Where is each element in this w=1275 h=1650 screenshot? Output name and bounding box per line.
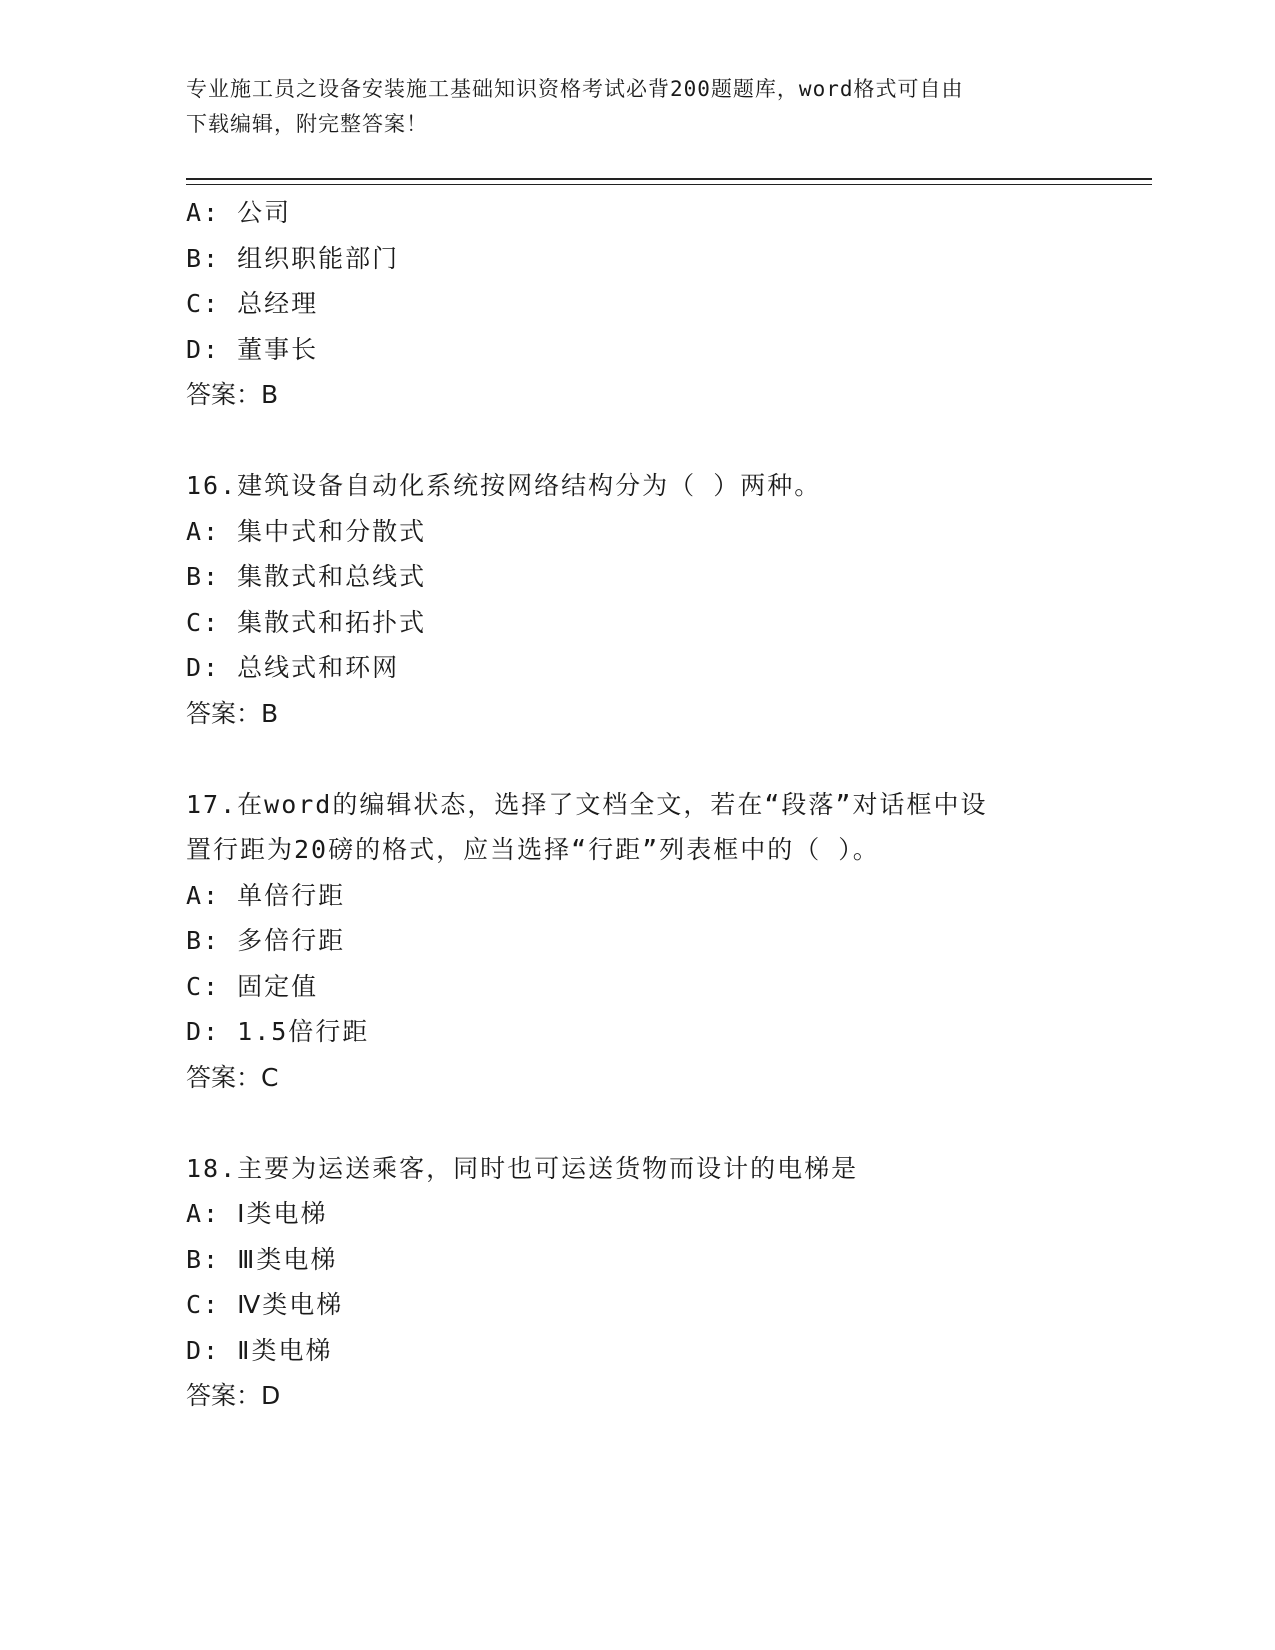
answer-line: 答案：B bbox=[186, 698, 279, 728]
option-c: C: 总经理 bbox=[186, 289, 319, 318]
block-spacer bbox=[186, 418, 1086, 464]
option-a: A: 集中式和分散式 bbox=[186, 516, 427, 546]
answer-line: 答案：B bbox=[186, 380, 279, 409]
answer-line: 答案：D bbox=[186, 1381, 281, 1410]
option-d: D: 总线式和环网 bbox=[186, 653, 400, 682]
option-d: D: 董事长 bbox=[186, 334, 319, 364]
option-b: B: Ⅲ类电梯 bbox=[186, 1244, 338, 1274]
block-spacer bbox=[186, 736, 1086, 782]
question-block-18 bbox=[186, 1146, 1086, 1419]
option-a: A: 单倍行距 bbox=[186, 880, 346, 910]
option-b: B: 集散式和总线式 bbox=[186, 562, 427, 591]
question-block-17 bbox=[186, 782, 1086, 1101]
question-stem-line-2: 置行距为20磅的格式，应当选择“行距”列表框中的（ ）。 bbox=[186, 835, 880, 864]
option-b: B: 组织职能部门 bbox=[186, 243, 400, 273]
question-block-15 bbox=[186, 190, 1086, 418]
question-stem-line-1: 17.在word的编辑状态，选择了文档全文，若在“段落”对话框中设 bbox=[186, 789, 988, 819]
option-c: C: 集散式和拓扑式 bbox=[186, 607, 427, 637]
option-c: C: 固定值 bbox=[186, 971, 319, 1001]
question-stem: 16.建筑设备自动化系统按网络结构分为（ ）两种。 bbox=[186, 471, 822, 500]
option-b: B: 多倍行距 bbox=[186, 926, 346, 955]
question-list bbox=[186, 190, 1086, 1419]
question-block-16 bbox=[186, 463, 1086, 736]
header-divider bbox=[186, 178, 1152, 185]
option-d: D: Ⅱ类电梯 bbox=[186, 1335, 333, 1365]
option-a: A: Ⅰ类电梯 bbox=[186, 1199, 328, 1228]
block-spacer bbox=[186, 1100, 1086, 1146]
option-c: C: Ⅳ类电梯 bbox=[186, 1290, 344, 1319]
header-line-1: 专业施工员之设备安装施工基础知识资格考试必背200题题库，word格式可自由 bbox=[186, 77, 964, 101]
document-header bbox=[186, 72, 1066, 142]
option-a: A: 公司 bbox=[186, 198, 292, 227]
option-d: D: 1.5倍行距 bbox=[186, 1017, 370, 1046]
question-stem: 18.主要为运送乘客，同时也可运送货物而设计的电梯是 bbox=[186, 1153, 859, 1183]
answer-line: 答案：C bbox=[186, 1062, 279, 1092]
header-line-2: 下载编辑，附完整答案！ bbox=[186, 112, 428, 136]
